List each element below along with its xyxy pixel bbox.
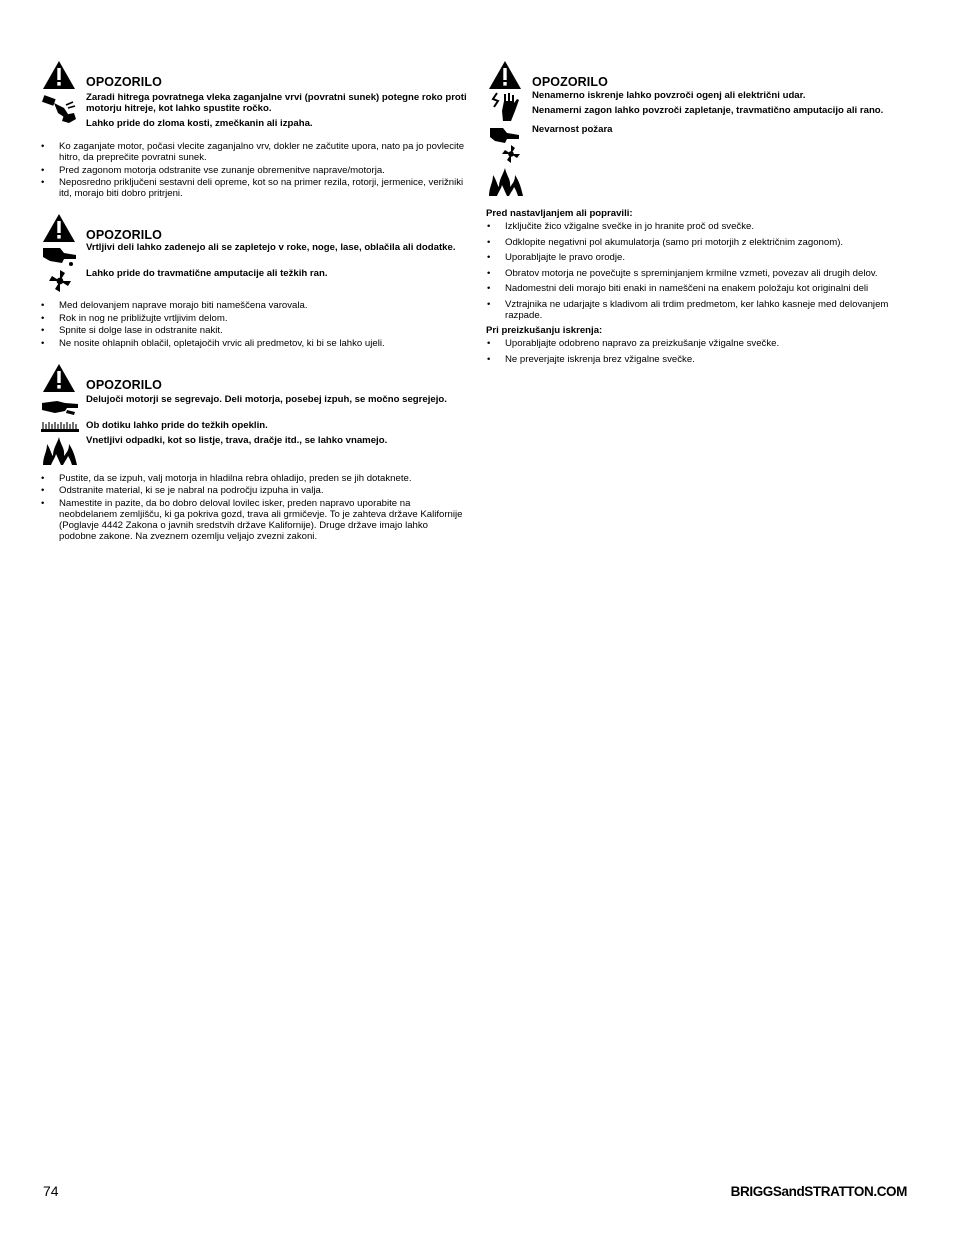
list-item: • Izključite žico vžigalne svečke in jo hranite proč od svečke. — [486, 221, 906, 232]
page-number: 74 — [43, 1183, 59, 1199]
warning-header — [486, 58, 906, 88]
hazard-line: Nenamerni zagon lahko povzroči zapletanje, travmatično amputacijo ali rano. — [532, 105, 884, 116]
list-item: • Ne preverjajte iskrenja brez vžigalne svečke. — [486, 354, 906, 365]
list-item: • Namestite in pazite, da bo dobro deloval lovilec isker, preden napravo uporabite na neobdelanem zemljišču, ki ga pokriva gozd, trava ali grmičevje. To je zahteva države Kalifornije (Poglavje 4442 Zakona o javnih sredstvih države Kalifornije). Druge države imajo lahko podobne zakone. Na zveznem ozemlju veljajo zvezni zakoni. — [40, 498, 468, 542]
list-item: • Vztrajnika ne udarjajte s kladivom ali trdim predmetom, ker lahko kasneje med delovanjem razpade. — [486, 299, 906, 321]
hazard-line: Nenamerno iskrenje lahko povzroči ogenj ali električni udar. — [532, 90, 806, 101]
hazard-line: Ob dotiku lahko pride do težkih opeklin. — [86, 419, 268, 431]
warning-header — [40, 211, 468, 241]
warning-title: OPOZORILO — [86, 228, 162, 242]
electric-shock-hand-icon — [486, 90, 526, 124]
before-adjust-section — [486, 208, 906, 321]
alert-triangle-icon — [42, 60, 76, 90]
hazard-row — [40, 268, 468, 294]
hazard-text — [532, 124, 906, 139]
warning-header — [40, 361, 468, 391]
hazard-row — [486, 90, 906, 124]
hazard-row — [40, 92, 468, 133]
list-item: • Odklopite negativni pol akumulatorja (samo pri motorjih z električnim zagonom). — [486, 237, 906, 248]
list-item: • Rok in nog ne približujte vrtljivim delom. — [40, 313, 468, 324]
hazard-row — [486, 166, 906, 198]
kickback-hand-icon — [40, 92, 80, 128]
warning-kickback — [40, 58, 468, 199]
left-column — [40, 58, 468, 543]
hazard-line: Vnetljivi odpadki, kot so listje, trava, dračje itd., se lahko vnamejo. — [86, 434, 388, 446]
hazard-row — [40, 420, 468, 435]
hazard-row — [40, 435, 468, 467]
hazard-text — [86, 420, 468, 435]
hazard-text — [86, 435, 468, 450]
list-item: • Pred zagonom motorja odstranite vse zunanje obremenitve naprave/motorja. — [40, 165, 468, 176]
list-item: • Uporabljajte odobreno napravo za preizkušanje vžigalne svečke. — [486, 338, 906, 349]
list-item: • Ko zaganjate motor, počasi vlecite zaganjalno vrv, dokler ne začutite upora, nato pa jo povlecite hitro, da preprečite povratni sunek. — [40, 141, 468, 163]
list-item: • Spnite si dolge lase in odstranite nakit. — [40, 325, 468, 336]
bullet-list — [486, 338, 906, 365]
list-item: • Pustite, da se izpuh, valj motorja in hladilna rebra ohladijo, preden se jih dotaknete. — [40, 473, 468, 484]
entanglement-fan-icon — [486, 124, 526, 164]
hazard-row — [40, 242, 468, 268]
right-column — [486, 58, 906, 369]
list-item: • Neposredno priključeni sestavni deli opreme, kot so na primer rezila, rotorji, jermenice, verižniki itd, morajo biti dobro pritrjeni. — [40, 177, 468, 199]
hazard-line: Zaradi hitrega povratnega vleka zaganjalne vrvi (povratni sunek) potegne roko proti motorju hitreje, kot lahko spustite ročko. — [86, 92, 467, 114]
hazard-line: Nevarnost požara — [532, 124, 613, 135]
bullet-list — [486, 221, 906, 321]
hazard-line: Lahko pride do travmatične amputacije ali težkih ran. — [86, 268, 328, 279]
brand-url: BRIGGSandSTRATTON.COM — [730, 1184, 907, 1199]
bullet-list — [40, 300, 468, 349]
list-item: • Ne nosite ohlapnih oblačil, opletajočih vrvic ali predmetov, ki bi se lahko ujeli. — [40, 338, 468, 349]
list-item: • Nadomestni deli morajo biti enaki in nameščeni na enakem položaju kot originalni deli — [486, 283, 906, 294]
list-item: • Odstranite material, ki se je nabral na področju izpuha in valja. — [40, 485, 468, 496]
alert-triangle-icon — [42, 363, 76, 393]
alert-triangle-icon — [42, 213, 76, 243]
list-item: • Med delovanjem naprave morajo biti nameščena varovala. — [40, 300, 468, 311]
warning-rotating-parts — [40, 211, 468, 349]
flame-icon — [486, 166, 526, 198]
warning-header — [40, 58, 468, 88]
section-heading: Pri preizkušanju iskrenja: — [486, 325, 603, 336]
hazard-line: Vrtljivi deli lahko zadenejo ali se zapletejo v roke, noge, lase, oblačila ali dodatke. — [86, 242, 456, 253]
hazard-text — [86, 268, 468, 283]
heat-waves-icon — [40, 420, 80, 434]
warning-title: OPOZORILO — [86, 75, 162, 89]
hazard-row — [40, 394, 468, 420]
hazard-text — [86, 242, 468, 257]
bullet-list — [40, 141, 468, 199]
entanglement-hand-icon — [40, 242, 80, 268]
spark-test-section — [486, 325, 906, 365]
hazard-text — [86, 394, 468, 409]
warning-hot-surfaces — [40, 361, 468, 542]
alert-triangle-icon — [488, 60, 522, 90]
warning-title: OPOZORILO — [532, 75, 608, 89]
rotating-fan-icon — [40, 268, 80, 294]
warning-title: OPOZORILO — [86, 377, 162, 392]
hot-surface-hand-icon — [40, 394, 80, 420]
hazard-line: Lahko pride do zloma kosti, zmečkanin ali izpaha. — [86, 118, 313, 129]
hazard-line: Delujoči motorji se segrevajo. Deli motorja, posebej izpuh, se močno segrejejo. — [86, 393, 447, 405]
flame-icon — [40, 435, 80, 467]
list-item: • Obratov motorja ne povečujte s spreminjanjem krmilne vzmeti, povezav ali drugih delov. — [486, 268, 906, 279]
section-heading: Pred nastavljanjem ali popravili: — [486, 208, 633, 219]
hazard-row — [486, 124, 906, 164]
list-item: • Uporabljajte le pravo orodje. — [486, 252, 906, 263]
bullet-list — [40, 473, 468, 542]
hazard-text — [532, 90, 906, 120]
hazard-text — [86, 92, 468, 133]
warning-spark — [486, 58, 906, 198]
